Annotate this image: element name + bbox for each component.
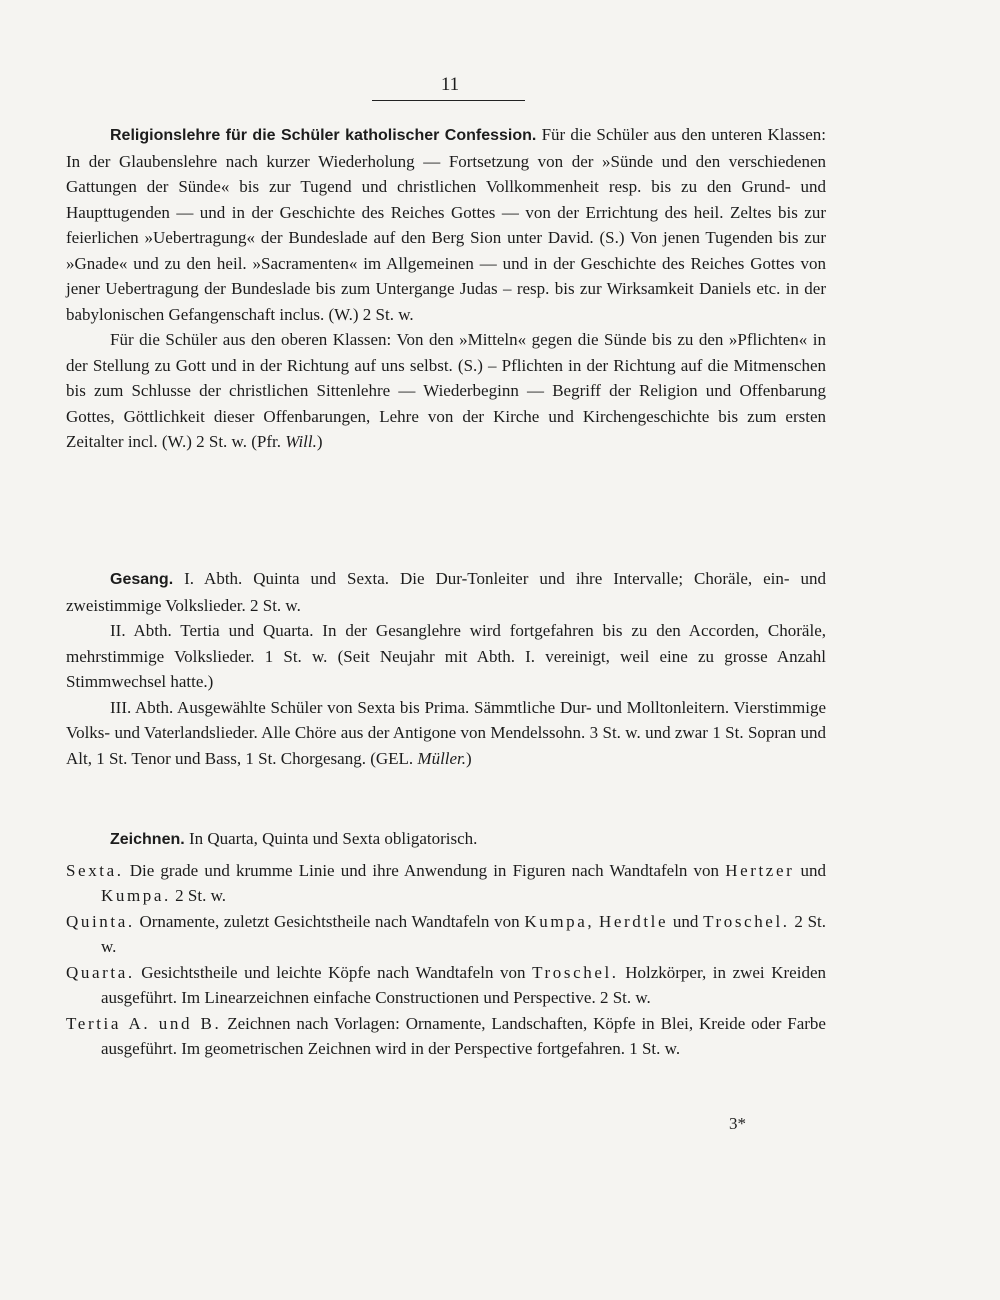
quarta-text-end: Holzkörper, in zwei Kreiden ausgeführt. Im Linearzeichnen einfache Constructionen und Perspective. 2 St. w. [101, 962, 826, 1007]
zeichnen-intro-text: In Quarta, Quinta und Sexta obligatorisch. [184, 829, 478, 848]
religion-text-2: Für die Schüler aus den oberen Klassen: Von den »Mitteln« gegen die Sünde bis zu den »Pflichten« in der Stellung zu Gott und in der Richtung auf uns selbst. (S.) – Pflichten in der Richtung auf die Mitmenschen bis zum Schlusse der christlichen Sittenlehre — Wiederbeginn — Begriff der Religion und Offenbarung Gottes, Göttlichkeit dieser Offenbarungen, Lehre von der Kirche und Kirchengeschichte bis zum ersten Zeitalter incl. (W.) 2 St. w. (Pfr. [66, 330, 826, 451]
name-hertzer: Hertzer [725, 860, 795, 880]
zeichnen-tertia [66, 1011, 826, 1062]
teacher-name-mueller: Müller. [417, 748, 467, 768]
gesang-abth-3-text: III. Abth. Ausgewählte Schüler von Sexta bis Prima. Sämmtliche Dur- und Molltonleitern. Vierstimmige Volks- und Vaterlandslieder. Alle Chöre aus der Antigone von Mendelssohn. 3 St. w. und zwar 1 St. Sopran und Alt, 1 St. Tenor und Bass, 1 St. Chorgesang. (GEL. [66, 697, 826, 768]
und: und [668, 911, 704, 931]
paren-close: ) [466, 748, 472, 768]
religion-section [66, 122, 826, 455]
sexta-text: Die grade und krumme Linie und ihre Anwendung in Figuren nach Wandtafeln von [123, 860, 726, 880]
quarta-label: Quarta. [66, 962, 135, 982]
page-number: 11 [440, 74, 460, 95]
gesang-abth-3 [66, 695, 826, 772]
name-herdtle: Herdtle [598, 911, 669, 931]
religion-heading: Religionslehre für die Schüler katholischer Confession. [110, 127, 537, 144]
religion-paragraph-2 [66, 327, 826, 455]
religion-paragraph-1 [66, 122, 826, 327]
tertia-label: Tertia A. und B. [66, 1013, 222, 1033]
name-troschel: Troschel. [703, 911, 790, 931]
zeichnen-intro [66, 826, 826, 853]
zeichnen-quarta [66, 960, 826, 1011]
sexta-hours: 2 St. w. [170, 886, 227, 905]
zeichnen-quinta [66, 909, 826, 960]
name-kumpa: Kumpa, [524, 911, 595, 931]
zeichnen-heading: Zeichnen. [110, 831, 185, 848]
quinta-label: Quinta. [66, 911, 135, 931]
gesang-abth-1 [66, 566, 826, 618]
religion-text-1: Für die Schüler aus den unteren Klassen: In der Glaubenslehre nach kurzer Wiederholung — Fortsetzung von der »Sünde und den verschiedenen Gattungen der Sünde« bis zur Tugend und christlichen Vollkommenheit resp. bis zu den Grund- und Haupttugenden — und in der Geschichte des Reiches Gottes — von der Errichtung des heil. Zeltes bis zur feierlichen »Uebertragung« der Bundeslade auf den Berg Sion unter David. (S.) Von jenen Tugenden bis zur »Gnade« und zu den heil. »Sacramenten« im Allgemeinen — und in der Geschichte des Reiches Gottes von jener Uebertragung der Bundeslade bis zum Untergange Judas – resp. bis zur Wirksamkeit Daniels etc. in der babylonischen Gefangenschaft inclus. (W.) 2 St. w. [66, 125, 826, 324]
name-troschel: Troschel. [532, 962, 619, 982]
gesang-abth-1-text: I. Abth. Quinta und Sexta. Die Dur-Tonleiter und ihre Intervalle; Choräle, ein- und zweistimmige Volkslieder. 2 St. w. [66, 569, 826, 615]
gesang-section [66, 566, 826, 771]
tertia-text: Zeichnen nach Vorlagen: Ornamente, Landschaften, Köpfe in Blei, Kreide oder Farbe ausgeführt. Im geometrischen Zeichnen wird in der Perspective fortgefahren. 1 St. w. [101, 1013, 826, 1058]
gesang-heading: Gesang. [110, 571, 174, 588]
quarta-text: Gesichtstheile und leichte Köpfe nach Wandtafeln von [134, 962, 533, 982]
teacher-name-will: Will. [285, 432, 317, 451]
sexta-label: Sexta. [66, 860, 124, 880]
name-kumpa: Kumpa. [101, 886, 171, 905]
paren-close: ) [316, 432, 323, 451]
signature-mark: 3* [729, 1114, 746, 1133]
quinta-text: Ornamente, zuletzt Gesichtstheile nach Wandtafeln von [134, 911, 525, 931]
zeichnen-section [66, 826, 826, 1062]
gesang-abth-2: II. Abth. Tertia und Quarta. In der Gesanglehre wird fortgefahren bis zu den Accorden, Choräle, mehrstimmige Volkslieder. 1 St. w. (Seit Neujahr mit Abth. I. vereinigt, weil eine zu grosse Anzahl Stimmwechsel hatte.) [66, 621, 826, 691]
und: und [794, 860, 826, 880]
header-rule [372, 100, 525, 101]
zeichnen-sexta [66, 858, 826, 909]
quinta-hours: 2 St. w. [101, 911, 826, 956]
